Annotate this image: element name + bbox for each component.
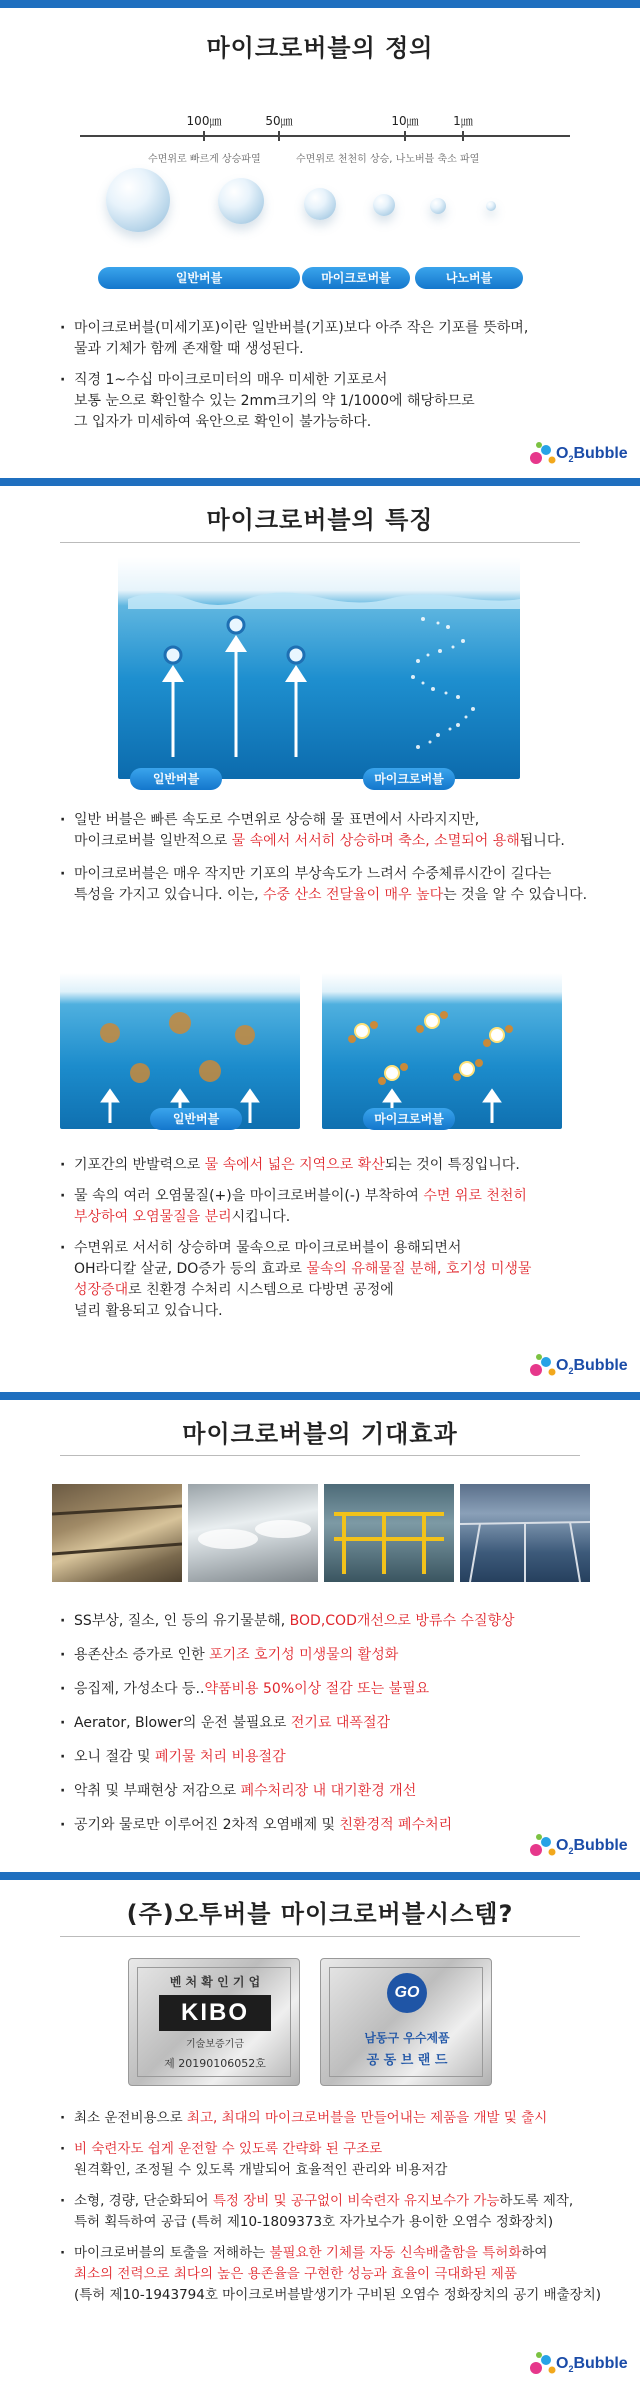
o2bubble-logo xyxy=(528,436,628,470)
text-line: 널리 활용되고 있습니다. xyxy=(74,1303,223,1319)
pollutant-normal-illustration xyxy=(60,973,300,1129)
label-micro-bubble-rise: 마이크로버블 xyxy=(363,768,455,790)
bubble-rise-illustration xyxy=(118,557,520,779)
definition-title: 마이크로버블의 정의 xyxy=(206,34,434,62)
title-underline xyxy=(60,1936,580,1937)
medium-bubble-illustration xyxy=(218,178,264,224)
text-line: · 마이크로버블은 매우 작지만 기포의 부상속도가 느려서 수중체류시간이 길다는 xyxy=(74,866,552,882)
pollutant-micro-illustration xyxy=(322,973,562,1129)
bubble-logo-icon xyxy=(528,2348,558,2378)
brand-line-1: 남동구 우수제품 xyxy=(364,2031,450,2045)
bubble-logo-icon xyxy=(528,438,558,468)
caption-micro-bubble: 수면위로 천천히 상승, 나노버블 축소 파열 xyxy=(296,154,480,165)
effect-item: · 오니 절감 및 폐기물 처리 비용절감 xyxy=(60,1746,620,1768)
system-bullet xyxy=(60,2191,620,2233)
text-line: · 마이크로버블의 토출을 저해하는 불필요한 기체를 자동 신속배출함을 특허화하여 xyxy=(74,2245,548,2261)
feature-bullet xyxy=(60,864,620,906)
micro-bubble-small-illustration xyxy=(373,194,395,216)
definition-bullet xyxy=(60,370,620,433)
bubble-logo-icon xyxy=(528,1350,558,1380)
bubble-rise-svg xyxy=(118,557,520,779)
text-line: (특허 제10-1943794호 마이크로버블발생기가 구비된 오염수 정화장치의 공기 배출장치) xyxy=(74,2287,602,2303)
text-line: · 소형, 경량, 단순화되어 특정 장비 및 공구없이 비숙련자 유지보수가 가능하도록 제작, xyxy=(74,2193,574,2209)
features-bullets-a xyxy=(60,810,620,916)
label-normal-bubble-rise: 일반버블 xyxy=(130,768,222,790)
wastewater-photo-4 xyxy=(460,1484,590,1582)
system-title: (주)오투버블 마이크로버블시스템? xyxy=(126,1900,514,1928)
o2bubble-logo xyxy=(528,1828,628,1862)
nano-bubble-illustration xyxy=(430,198,446,214)
logo-text: $O_2Bubble$ xyxy=(556,445,628,465)
kibo-logo: KIBO xyxy=(159,1995,271,2031)
text-line: 원격확인, 조정될 수 있도록 개발되어 효율적인 관리와 비용저감 xyxy=(74,2162,448,2178)
cert-issuer: 기술보증기금 xyxy=(186,2039,244,2050)
venture-certificate-plaque xyxy=(128,1958,300,2086)
size-scale-line xyxy=(80,135,570,137)
label-normal-bubble: 일반버블 xyxy=(98,267,300,289)
effect-item: · 공기와 물로만 이루어진 2차적 오염배제 및 친환경적 폐수처리 xyxy=(60,1814,620,1836)
feature-bullet xyxy=(60,1238,620,1322)
system-bullet xyxy=(60,2108,620,2129)
text-line: 마이크로버블 일반적으로 물 속에서 서서히 상승하며 축소, 소멸되어 용해됩니다. xyxy=(74,833,565,849)
section-divider-bar xyxy=(0,0,640,8)
cert-number: 제 20190106052호 xyxy=(164,2057,266,2070)
caption-normal-bubble: 수면위로 빠르게 상승파열 xyxy=(148,154,261,165)
go-emblem-icon: GO xyxy=(387,1973,427,2013)
large-bubble-illustration xyxy=(106,168,170,232)
system-bullets xyxy=(60,2108,620,2316)
scale-tick xyxy=(462,131,464,141)
o2bubble-logo xyxy=(528,1348,628,1382)
effect-item: · 악취 및 부패현상 저감으로 폐수처리장 내 대기환경 개선 xyxy=(60,1780,620,1802)
system-bullet xyxy=(60,2139,620,2181)
pollutant-micro-svg xyxy=(322,973,562,1129)
feature-bullet xyxy=(60,1155,620,1176)
micro-bubble-illustration xyxy=(304,188,336,220)
feature-bullet xyxy=(60,1186,620,1228)
effect-item: · SS부상, 질소, 인 등의 유기물분해, BOD,COD개선으로 방류수 수질향상 xyxy=(60,1610,620,1632)
pollutant-normal-svg xyxy=(60,973,300,1129)
text-line: 최소의 전력으로 최다의 높은 용존율을 구현한 성능과 효율이 극대화된 제품 xyxy=(74,2266,517,2282)
effects-title: 마이크로버블의 기대효과 xyxy=(182,1420,458,1448)
scale-label-50um: 50㎛ xyxy=(265,114,293,128)
section-divider-bar xyxy=(0,478,640,486)
text-line: · 최소 운전비용으로 최고, 최대의 마이크로버블을 만들어내는 제품을 개발 및 출시 xyxy=(74,2110,548,2126)
section-divider-bar xyxy=(0,1392,640,1400)
railing-svg xyxy=(324,1484,454,1582)
text-line: · 비 숙련자도 쉽게 운전할 수 있도록 간략화 된 구조로 xyxy=(74,2141,383,2157)
aeration-foam-svg xyxy=(188,1484,318,1582)
text-line: OH라디칼 살균, DO증가 등의 효과로 물속의 유해물질 분해, 호기성 미생물 xyxy=(74,1261,532,1277)
text-line: · 물 속의 여러 오염물질(+)을 마이크로버블이(-) 부착하여 수면 위로 천천히 xyxy=(74,1188,527,1204)
label-nano-bubble: 나노버블 xyxy=(415,267,523,289)
text-line: 부상하여 오염물질을 분리시킵니다. xyxy=(74,1209,291,1225)
title-underline xyxy=(60,1455,580,1456)
scale-tick xyxy=(278,131,280,141)
features-title: 마이크로버블의 특징 xyxy=(206,506,434,534)
system-bullet xyxy=(60,2243,620,2306)
brand-line-2: 공 동 브 랜 드 xyxy=(366,2053,448,2068)
label-micro-bubble: 마이크로버블 xyxy=(302,267,410,289)
logo-text: $O_2Bubble$ xyxy=(556,1357,628,1377)
text-line: · 수면위로 서서히 상승하며 물속으로 마이크로버블이 용해되면서 xyxy=(74,1240,462,1256)
wastewater-photo-3 xyxy=(324,1484,454,1582)
feature-bullet xyxy=(60,810,620,852)
text-line: 특성을 가지고 있습니다. 이는, 수중 산소 전달율이 매우 높다는 것을 알 수 있습니다. xyxy=(74,887,588,903)
scale-tick xyxy=(404,131,406,141)
title-underline xyxy=(60,542,580,543)
effect-item: · 용존산소 증가로 인한 포기조 호기성 미생물의 활성화 xyxy=(60,1644,620,1666)
features-bullets-b xyxy=(60,1155,620,1332)
text-line: 보통 눈으로 확인할수 있는 2mm크기의 약 1/1000에 해당하므로 xyxy=(74,393,475,409)
wastewater-photo-2 xyxy=(188,1484,318,1582)
definition-bullet xyxy=(60,318,620,360)
o2bubble-logo xyxy=(528,2346,628,2380)
text-line: · 기포간의 반발력으로 물 속에서 넓은 지역으로 확산되는 것이 특징입니다. xyxy=(74,1157,520,1173)
nano-bubble-small-illustration xyxy=(486,201,496,211)
scale-label-100um: 100㎛ xyxy=(186,114,222,128)
effects-list xyxy=(60,1610,620,1848)
text-line: · 마이크로버블(미세기포)이란 일반버블(기포)보다 아주 작은 기포를 뜻하며, xyxy=(74,320,529,336)
cert-header: 벤 처 확 인 기 업 xyxy=(169,1975,261,1989)
scale-label-10um: 10㎛ xyxy=(391,114,419,128)
logo-text: $O_2Bubble$ xyxy=(556,1837,628,1857)
text-line: 그 입자가 미세하여 육안으로 확인이 불가능하다. xyxy=(74,414,372,430)
bubble-logo-icon xyxy=(528,1830,558,1860)
tank-lines-svg xyxy=(52,1484,182,1582)
label-normal-bubble-pollutant: 일반버블 xyxy=(150,1108,242,1130)
section-divider-bar xyxy=(0,1872,640,1880)
basin-svg xyxy=(460,1484,590,1582)
effect-item: · Aerator, Blower의 운전 불필요로 전기료 대폭절감 xyxy=(60,1712,620,1734)
label-micro-bubble-pollutant: 마이크로버블 xyxy=(363,1108,455,1130)
scale-label-1um: 1㎛ xyxy=(453,114,473,128)
definition-bullets xyxy=(60,318,620,443)
text-line: 성장증대로 친환경 수처리 시스템으로 다방면 공정에 xyxy=(74,1282,394,1298)
scale-tick xyxy=(203,131,205,141)
logo-text: $O_2Bubble$ xyxy=(556,2355,628,2375)
effect-item: · 응집제, 가성소다 등..약품비용 50%이상 절감 또는 불필요 xyxy=(60,1678,620,1700)
text-line: · 일반 버블은 빠른 속도로 수면위로 상승해 물 표면에서 사라지지만, xyxy=(74,812,480,828)
wastewater-photo-1 xyxy=(52,1484,182,1582)
text-line: 특허 획득하여 공급 (특허 제10-1809373호 자가보수가 용이한 오염수 정화장치) xyxy=(74,2214,554,2230)
text-line: · 직경 1~수십 마이크로미터의 매우 미세한 기포로서 xyxy=(74,372,388,388)
namdong-brand-plaque xyxy=(320,1958,492,2086)
text-line: 물과 기체가 함께 존재할 때 생성된다. xyxy=(74,341,304,357)
